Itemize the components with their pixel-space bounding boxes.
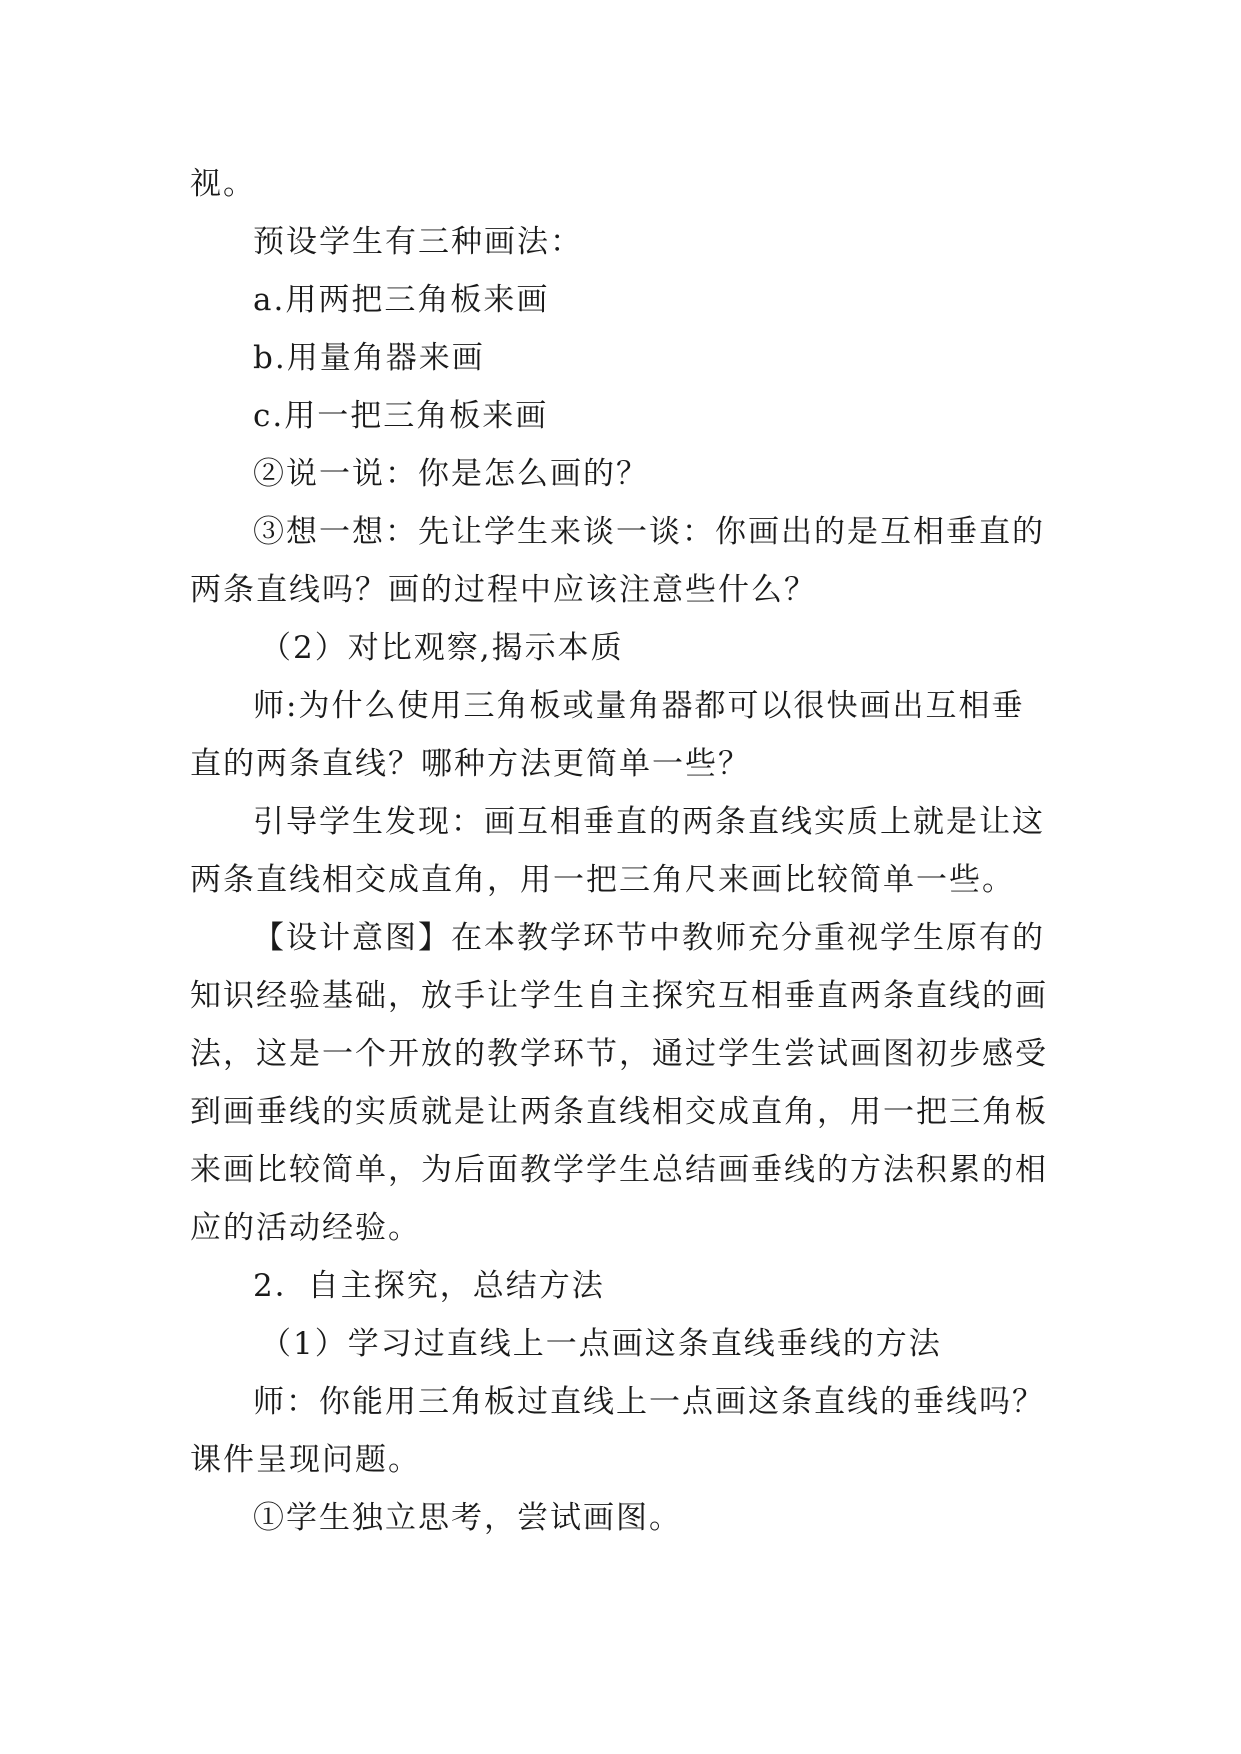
- text-line: ①学生独立思考，尝试画图。: [253, 1500, 682, 1536]
- text-line: （2）对比观察,揭示本质: [260, 630, 624, 666]
- text-line: 来画比较简单，为后面教学学生总结画垂线的方法积累的相: [190, 1152, 1048, 1188]
- text-line: b.用量角器来画: [253, 340, 485, 376]
- text-line: 直的两条直线？哪种方法更简单一些？: [190, 746, 751, 782]
- text-line: a.用两把三角板来画: [253, 282, 550, 318]
- text-line: c.用一把三角板来画: [253, 398, 549, 434]
- text-line: 预设学生有三种画法：: [253, 224, 583, 260]
- text-line: ②说一说：你是怎么画的？: [253, 456, 649, 492]
- text-line: 【设计意图】在本教学环节中教师充分重视学生原有的: [253, 920, 1045, 956]
- text-line: 两条直线相交成直角，用一把三角尺来画比较简单一些。: [190, 862, 1015, 898]
- text-line: （1）学习过直线上一点画这条直线垂线的方法: [260, 1326, 942, 1362]
- text-line: ③想一想：先让学生来谈一谈：你画出的是互相垂直的: [253, 514, 1045, 550]
- text-line: 师：你能用三角板过直线上一点画这条直线的垂线吗？: [253, 1384, 1045, 1420]
- text-line: 两条直线吗？画的过程中应该注意些什么？: [190, 572, 817, 608]
- text-line: 法，这是一个开放的教学环节，通过学生尝试画图初步感受: [190, 1036, 1048, 1072]
- text-line: 师:为什么使用三角板或量角器都可以很快画出互相垂: [253, 688, 1025, 724]
- text-line: 到画垂线的实质就是让两条直线相交成直角，用一把三角板: [190, 1094, 1048, 1130]
- text-line: 引导学生发现：画互相垂直的两条直线实质上就是让这: [253, 804, 1045, 840]
- text-line: 课件呈现问题。: [190, 1442, 421, 1478]
- text-line: 应的活动经验。: [190, 1210, 421, 1246]
- text-line: 2．自主探究，总结方法: [253, 1268, 605, 1304]
- text-line: 视。: [190, 166, 256, 202]
- text-line: 知识经验基础，放手让学生自主探究互相垂直两条直线的画: [190, 978, 1048, 1014]
